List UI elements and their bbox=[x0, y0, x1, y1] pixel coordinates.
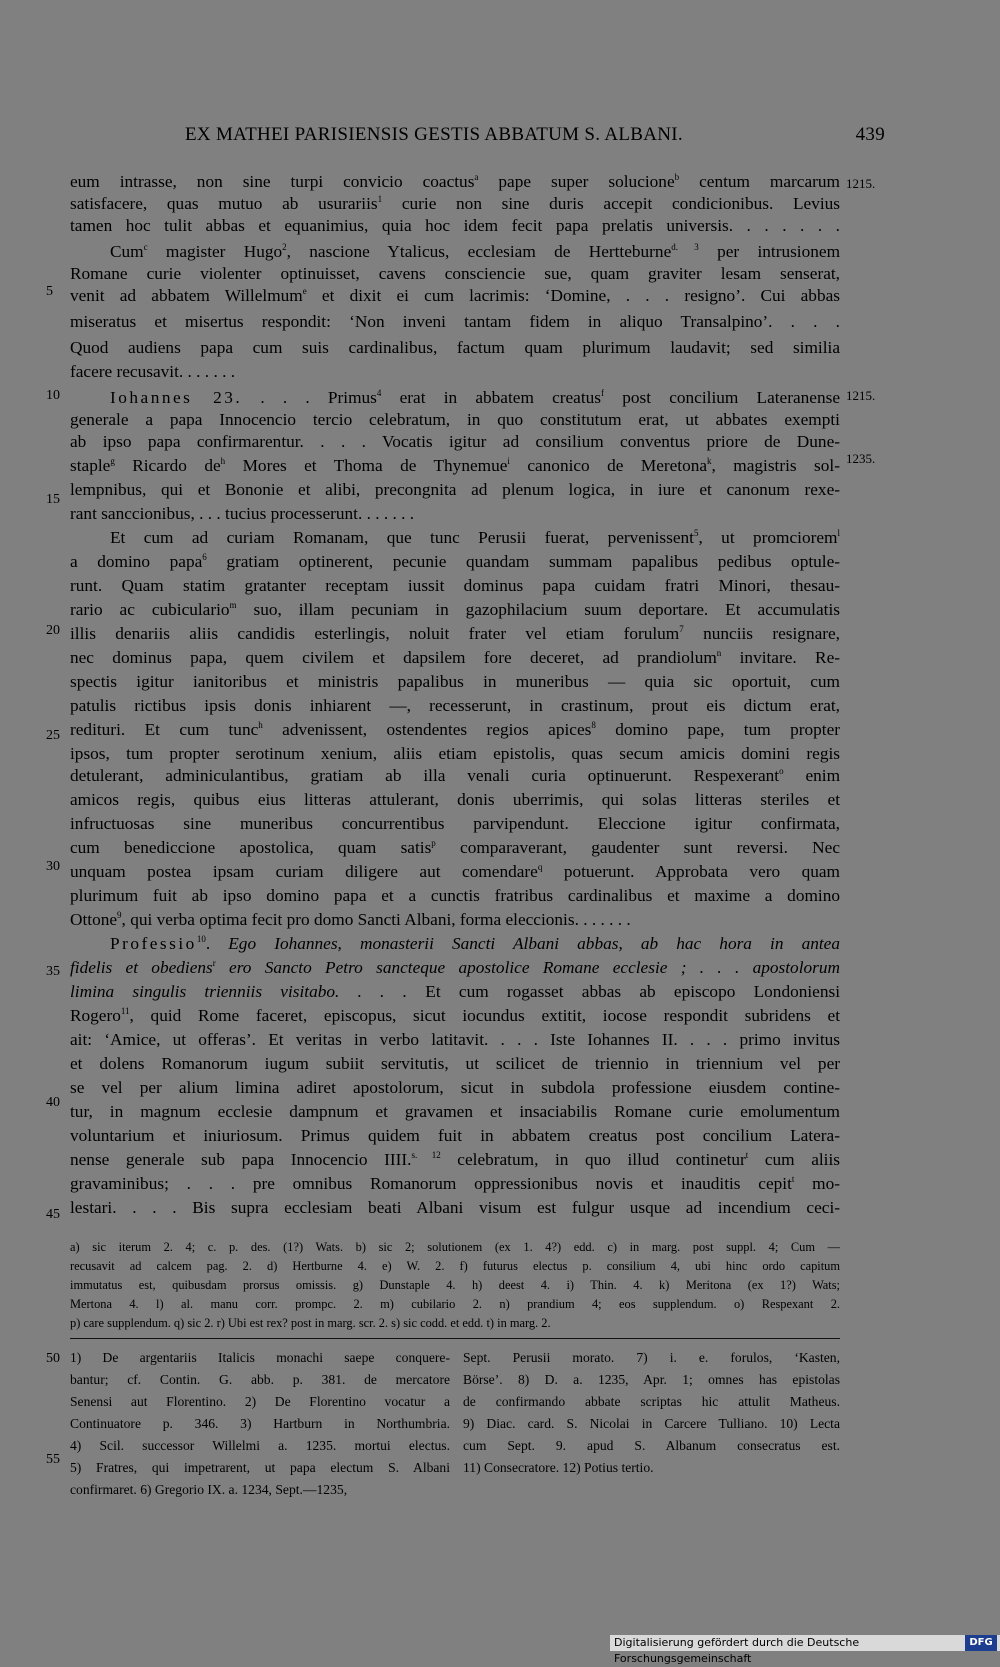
text-line: Ottone$^9$, qui verba optima fecit pro domo Sancti Albani, forma eleccionis. . . . . . . bbox=[70, 910, 631, 929]
text-line: amicos regis, quibus eius litteras attulerant, donis uberrimis, qui solas litteras steriles et bbox=[70, 790, 840, 809]
digitization-credit: Digitalisierung gefördert durch die Deutsche Forschungsgemeinschaft bbox=[610, 1635, 1000, 1651]
apparatus-line: Mertona 4. l) al. manu corr. prompc. 2. m) cubilario 2. n) prandium 4; eos supplendum. o) Respexant 2. bbox=[70, 1297, 840, 1311]
text-line: ait: ‘Amice, ut offeras’. Et veritas in verbo latitavit. . . . Iste Iohannes II. . . . primo invitus bbox=[70, 1030, 840, 1049]
margin-year: 1215. bbox=[846, 388, 876, 403]
margin-year: 1235. bbox=[846, 451, 876, 466]
note-line: Senensi aut Florentino. 2) De Florentino vocatur a bbox=[70, 1394, 450, 1409]
text-line: Iohannes 23. . . . Primus$^4$ erat in abbatem creatus$^f$ post concilium Lateranense bbox=[110, 388, 840, 407]
text-line: spectis igitur ianitoribus et ministris papalibus in muneribus — quia sic oportuit, cum bbox=[70, 672, 840, 691]
note-line: 5) Fratres, qui impetrarent, ut papa electum S. Albani bbox=[70, 1460, 450, 1475]
line-number: 20 bbox=[46, 623, 60, 638]
text-line: miseratus et misertus respondit: ‘Non inveni tantam fidem in aliquo Transalpino’. . . . bbox=[70, 312, 840, 331]
text-line: tur, in magnum ecclesie dampnum et gravamen et insaciabilis Romane curie emolumentum bbox=[70, 1102, 840, 1121]
text-line: tamen hoc tulit abbas et equanimius, quia hoc idem fecit papa prelatis universis. . . . . . . bbox=[70, 216, 840, 235]
note-line: cum Sept. 9. apud S. Albanum consecratus est. bbox=[463, 1438, 840, 1453]
running-title: EX MATHEI PARISIENSIS GESTIS ABBATUM S. ALBANI. bbox=[185, 124, 683, 145]
apparatus-line: p) care supplendum. q) sic 2. r) Ubi est rex? post in marg. scr. 2. s) sic codd. et edd. t) in marg. 2. bbox=[70, 1316, 551, 1330]
text-line: patulis rictibus ipsis donis inhiarent —, recesserunt, in crastinum, prout eis dictum erat, bbox=[70, 696, 840, 715]
text-line: Rogero$^{11}$, quid Rome faceret, episcopus, sicut iocundus extitit, iocose respondit subridens et bbox=[70, 1006, 840, 1025]
text-line: redituri. Et cum tunc$^h$ advenissent, ostendentes regios apices$^8$ domino pape, tum propter bbox=[70, 720, 840, 739]
text-line: runt. Quam statim gratanter receptam iussit dominus papa cuidam fratri Minori, thesau- bbox=[70, 576, 840, 595]
text-line: eum intrasse, non sine turpi convicio coactus$^a$ pape super solucione$^b$ centum marcarum bbox=[70, 172, 840, 191]
text-line: facere recusavit. . . . . . . bbox=[70, 362, 236, 381]
note-line: 1) De argentariis Italicis monachi saepe conquere- bbox=[70, 1350, 450, 1365]
text-line: Romane curie violenter optinuisset, cavens consciencie sue, quam graviter lesam senserat, bbox=[70, 264, 840, 283]
text-line: voluntarium et iniuriosum. Primus quidem fuit in abbatem creatus post concilium Latera- bbox=[70, 1126, 840, 1145]
text-line: nense generale sub papa Innocencio IIII.$^{s. 12}$ celebratum, in quo illud continetur$^t$ cum aliis bbox=[70, 1150, 840, 1169]
text-line: et dolens Romanorum iugum subiit servitutis, ut scilicet de triennio in triennium vel per bbox=[70, 1054, 840, 1073]
text-line: Professio$^{10}$. Ego Iohannes, monasterii Sancti Albani abbas, ab hac hora in antea bbox=[110, 934, 840, 953]
text-line: detulerant, adminiculantibus, gratiam ab illa venali curia optinuerunt. Respexerant$^o$ enim bbox=[70, 766, 841, 785]
note-line: bantur; cf. Contin. G. abb. p. 381. de mercatore bbox=[70, 1372, 450, 1387]
text-line: illis denariis aliis candidis esterlingis, noluit frater vel etiam forulum$^7$ nunciis resignare, bbox=[70, 624, 840, 643]
text-line: Quod audiens papa cum suis cardinalibus, factum quam plurimum laudavit; sed similia bbox=[70, 338, 840, 357]
text-line: ab ipso papa confirmarentur. . . . Vocatis igitur ad consilium conventus priore de Dune- bbox=[70, 432, 840, 451]
text-line: staple$^g$ Ricardo $de^h$ Mores et Thoma de Thynemue$^i$ canonico de Meretona$^k$, magistris sol- bbox=[70, 456, 840, 475]
text-line: Et cum ad curiam Romanam, que tunc Perusii fuerat, pervenissent$^5$, ut promciorem$^l$ bbox=[110, 528, 840, 547]
text-line: lempnibus, qui et Bononie et alibi, precongnita ad plenum logica, in iure et canonum rexe- bbox=[70, 480, 840, 499]
text-line: plurimum fuit ab ipso domino papa et a cunctis fratribus cardinalibus et maxime a domino bbox=[70, 886, 840, 905]
line-number: 30 bbox=[46, 859, 60, 874]
note-line: 4) Scil. successor Willelmi a. 1235. mortui electus. bbox=[70, 1438, 450, 1453]
line-number: 50 bbox=[46, 1351, 60, 1366]
text-line: a domino papa$^6$ gratiam optinerent, pecunie quandam summam papalibus pedibus optule- bbox=[70, 552, 840, 571]
text-line: rant sanccionibus, . . . tucius processerunt. . . . . . . bbox=[70, 504, 415, 523]
line-number: 25 bbox=[46, 728, 60, 743]
note-line: 9) Diac. card. S. Nicolai in Carcere Tulliano. 10) Lecta bbox=[463, 1416, 840, 1431]
page-number: 439 bbox=[855, 124, 885, 145]
apparatus-line: recusavit ad calcem pag. 2. d) Hertburne 4. e) W. 2. f) futurus electus p. consilium 4, ubi hinc ordo capitum bbox=[70, 1259, 840, 1273]
note-line: de confirmando abbate scriptas hic attulit Matheus. bbox=[463, 1394, 840, 1409]
text-line: limina singulis trienniis visitabo. . . . Et cum rogasset abbas ab episcopo Londoniensi bbox=[70, 982, 840, 1001]
text-line: venit ad abbatem Willelmum$^e$ et dixit ei cum lacrimis: ‘Domine, . . . resigno’. Cui abbas bbox=[70, 286, 840, 305]
text-line: satisfacere, quas mutuo ab usurariis$^1$ curie non sine duris accepit condicionibus. Levius bbox=[70, 194, 840, 213]
text-line: nec dominus papa, quem civilem et dapsilem fore deceret, ad prandiolum$^n$ invitare. Re- bbox=[70, 648, 840, 667]
footnote-divider bbox=[70, 1338, 840, 1339]
text-line: rario ac cubiculario$^m$ suo, illam pecuniam in gazophilacium suum deportare. Et accumulatis bbox=[70, 600, 840, 619]
note-line: 11) Consecratore. 12) Potius tertio. bbox=[463, 1460, 654, 1475]
line-number: 40 bbox=[46, 1095, 60, 1110]
text-line: lestari. . . . Bis supra ecclesiam beati Albani visum est fulgur usque ad incendium ceci- bbox=[70, 1198, 840, 1217]
note-line: Sept. Perusii morato. 7) i. e. forulos, ‘Kasten, bbox=[463, 1350, 840, 1365]
dfg-logo: DFG bbox=[965, 1635, 997, 1651]
line-number: 5 bbox=[46, 284, 53, 299]
text-line: gravaminibus; . . . pre omnibus Romanorum oppressionibus novis et inauditis cepit$^t$ mo- bbox=[70, 1174, 840, 1193]
text-line: generale a papa Innocencio tercio celebratum, in quo constitutum erat, ut abbates exempti bbox=[70, 410, 840, 429]
text-line: cum benediccione apostolica, quam satis$^p$ comparaverant, gaudenter sunt reversi. Nec bbox=[70, 838, 840, 857]
margin-year: 1215. bbox=[846, 176, 876, 191]
apparatus-line: immutatus est, quibusdam prorsus omissis. g) Dunstaple 4. h) deest 4. i) Thin. 4. k) Meritona (ex 1?) Wats; bbox=[70, 1278, 840, 1292]
note-line: Continuatore p. 346. 3) Hartburn in Northumbria. bbox=[70, 1416, 450, 1431]
text-line: se vel per alium limina adiret apostolorum, sicut in subdola professione eiusdem contine- bbox=[70, 1078, 840, 1097]
line-number: 35 bbox=[46, 964, 60, 979]
line-number: 15 bbox=[46, 492, 60, 507]
line-number: 55 bbox=[46, 1452, 60, 1467]
apparatus-line: a) sic iterum 2. 4; c. p. des. (1?) Wats. b) sic 2; solutionem (ex 1. 4?) edd. c) in marg. post suppl. 4; Cum — bbox=[70, 1240, 840, 1254]
line-number: 10 bbox=[46, 388, 60, 403]
note-line: confirmaret. 6) Gregorio IX. a. 1234, Sept.—1235, bbox=[70, 1482, 348, 1497]
text-line: unquam postea ipsam curiam diligere aut comendare$^q$ potuerunt. Approbata vero quam bbox=[70, 862, 840, 881]
text-line: Cum$^c$ magister Hugo$^2$, nascione Ytalicus, ecclesiam de Hertteburne$^{d. 3}$ per intrusionem bbox=[110, 242, 841, 261]
line-number: 45 bbox=[46, 1207, 60, 1222]
text-line: infructuosas sine muneribus concurrentibus parvipendunt. Eleccione igitur confirmata, bbox=[70, 814, 840, 833]
note-line: Börse’. 8) D. a. 1235, Apr. 1; omnes has epistolas bbox=[463, 1372, 840, 1387]
text-line: ipsos, tum propter serotinum xenium, aliis etiam epistolis, quas secum amicis domini regis bbox=[70, 744, 840, 763]
text-line: fidelis et obediens$^r$ ero Sancto Petro sancteque apostolice Romane ecclesie ; . . . apostolorum bbox=[70, 958, 840, 977]
